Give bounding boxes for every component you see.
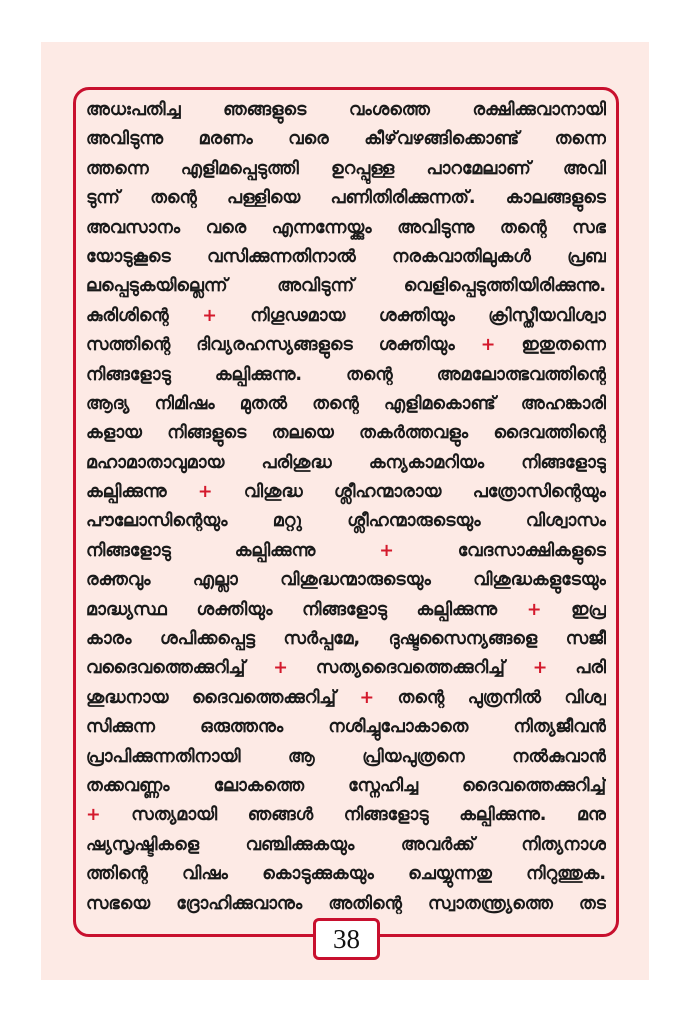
- cross-symbol: +: [379, 540, 394, 561]
- text-segment: തക്കവണ്ണം ലോകത്തെ സ്നേഹിച്ച ദൈവത്തെക്കുറിച്ച്: [86, 775, 606, 796]
- text-segment: സത്തിന്റെ ദിവ്യരഹസ്യങ്ങളുടെ ശക്തിയും: [86, 335, 481, 356]
- text-segment: മഹാമാതാവുമായ പരിശുദ്ധ കന്യകാമറിയം നിങ്ങളോടു: [86, 452, 606, 473]
- text-line: [86, 537, 606, 566]
- text-line: [86, 890, 606, 919]
- cross-symbol: +: [197, 482, 213, 503]
- text-line: [86, 184, 606, 213]
- text-segment: വിശുദ്ധ ശ്ലീഹന്മാരായ പത്രോസിന്റെയും: [212, 482, 606, 503]
- text-line: [86, 272, 606, 301]
- cross-symbol: +: [480, 335, 496, 356]
- text-segment: വദൈവത്തെക്കുറിച്ച്: [86, 658, 274, 679]
- text-line: [86, 449, 606, 478]
- text-segment: സഭയെ ദ്രോഹിക്കുവാനും അതിന്റെ സ്വാതന്ത്ര്യത്തെ തട: [86, 893, 606, 914]
- text-segment: ത്തന്നെ എളിമപ്പെടുത്തി ഉറപ്പുള്ള പാറമേലാണ് അവി: [86, 158, 606, 179]
- text-line: [86, 625, 606, 654]
- text-segment: പരി: [547, 658, 606, 679]
- cross-symbol: +: [86, 805, 101, 826]
- text-segment: വേദസാക്ഷികളുടെ: [393, 540, 606, 561]
- body-text: [86, 96, 606, 919]
- text-segment: ത്തിന്റെ വിഷം കൊടുക്കുകയും ചെയ്യുന്നതു നിറുത്തുക.: [86, 864, 606, 885]
- text-segment: ശുദ്ധനായ ദൈവത്തെക്കുറിച്ച്: [86, 687, 360, 708]
- text-segment: നിങ്ങളോടു കല്പിക്കുന്നു. തന്റെ അമലോത്ഭവത്തിന്റെ: [86, 364, 606, 385]
- text-segment: രക്തവും എല്ലാ വിശുദ്ധന്മാരുടെയും വിശുദ്ധകളുടേയും: [86, 570, 606, 591]
- text-line: [86, 566, 606, 595]
- text-segment: ടുന്ന് തന്റെ പള്ളിയെ പണിതിരിക്കുന്നത്. കാലങ്ങളുടെ: [86, 188, 606, 209]
- text-segment: തന്റെ പുത്രനിൽ വിശ്വ: [374, 687, 606, 708]
- text-segment: അവിടുന്നു മരണം വരെ കീഴ്‌വഴങ്ങിക്കൊണ്ട് തന്നെ: [86, 129, 606, 150]
- text-line: [86, 331, 606, 360]
- text-line: [86, 654, 606, 683]
- text-line: [86, 243, 606, 272]
- cross-symbol: +: [273, 658, 288, 679]
- text-segment: കുരിശിന്റെ: [86, 305, 203, 326]
- text-segment: മാദ്ധ്യസ്ഥ ശക്തിയും നിങ്ങളോടു കല്പിക്കുന്നു: [86, 599, 527, 620]
- text-line: [86, 125, 606, 154]
- text-segment: സത്യമായി ഞങ്ങൾ നിങ്ങളോടു കല്പിക്കുന്നു. മനു: [100, 805, 606, 826]
- text-segment: ഇപ്ര: [541, 599, 606, 620]
- text-line: [86, 214, 606, 243]
- cross-symbol: +: [532, 658, 548, 679]
- text-segment: ഷ്യസൃഷ്ടികളെ വഞ്ചിക്കുകയും അവർക്ക് നിത്യനാശ: [86, 834, 606, 855]
- text-line: [86, 419, 606, 448]
- text-segment: പ്രാപിക്കുന്നതിനായി ആ പ്രിയപുത്രനെ നൽകുവാൻ: [86, 746, 606, 767]
- text-segment: കാരം ശപിക്കപ്പെട്ട സർപ്പമേ, ദുഷ്ടസൈന്യങ്ങളെ സജീ: [86, 629, 606, 650]
- text-line: [86, 96, 606, 125]
- text-segment: ആദ്യ നിമിഷം മുതൽ തന്റെ എളിമകൊണ്ട് അഹങ്കാരി: [86, 393, 606, 414]
- text-line: [86, 801, 606, 830]
- text-line: [86, 390, 606, 419]
- text-line: [86, 713, 606, 742]
- cross-symbol: +: [526, 599, 542, 620]
- text-line: [86, 772, 606, 801]
- text-line: [86, 155, 606, 184]
- text-segment: നിഗൂഢമായ ശക്തിയും ക്രിസ്തീയവിശ്വാ: [216, 305, 606, 326]
- text-line: [86, 860, 606, 889]
- text-line: [86, 684, 606, 713]
- cross-symbol: +: [359, 687, 375, 708]
- page-number: 38: [313, 918, 380, 960]
- text-segment: കല്പിക്കുന്നു: [86, 482, 198, 503]
- text-segment: ലപ്പെടുകയില്ലെന്ന് അവിടുന്ന് വെളിപ്പെടുത്തിയിരിക്കുന്നു.: [86, 276, 606, 297]
- text-segment: സിക്കുന്ന ഒരുത്തനും നശിച്ചുപോകാതെ നിത്യജീവൻ: [86, 717, 606, 738]
- text-line: [86, 743, 606, 772]
- text-segment: അധഃപതിച്ച ഞങ്ങളുടെ വംശത്തെ രക്ഷിക്കുവാനായി: [86, 100, 606, 120]
- text-line: [86, 831, 606, 860]
- text-line: [86, 507, 606, 536]
- text-segment: നിങ്ങളോടു കല്പിക്കുന്നു: [86, 540, 380, 561]
- text-line: [86, 596, 606, 625]
- text-segment: അവസാനം വരെ എന്നന്നേയ്ക്കും അവിടുന്നു തന്റെ സഭ: [86, 217, 606, 238]
- text-line: [86, 478, 606, 507]
- cross-symbol: +: [202, 305, 217, 326]
- text-segment: കളായ നിങ്ങളുടെ തലയെ തകർത്തവളും ദൈവത്തിന്റെ: [86, 423, 606, 444]
- text-line: [86, 302, 606, 331]
- text-segment: സത്യദൈവത്തെക്കുറിച്ച്: [287, 658, 533, 679]
- text-segment: പൗലോസിന്റെയും മറ്റു ശ്ലീഹന്മാരുടെയും വിശ്വാസം: [86, 511, 606, 532]
- text-segment: യോടുകൂടെ വസിക്കുന്നതിനാൽ നരകവാതിലുകൾ പ്രബ: [86, 246, 606, 267]
- text-line: [86, 361, 606, 390]
- text-segment: ഇതുതന്നെ: [495, 335, 606, 356]
